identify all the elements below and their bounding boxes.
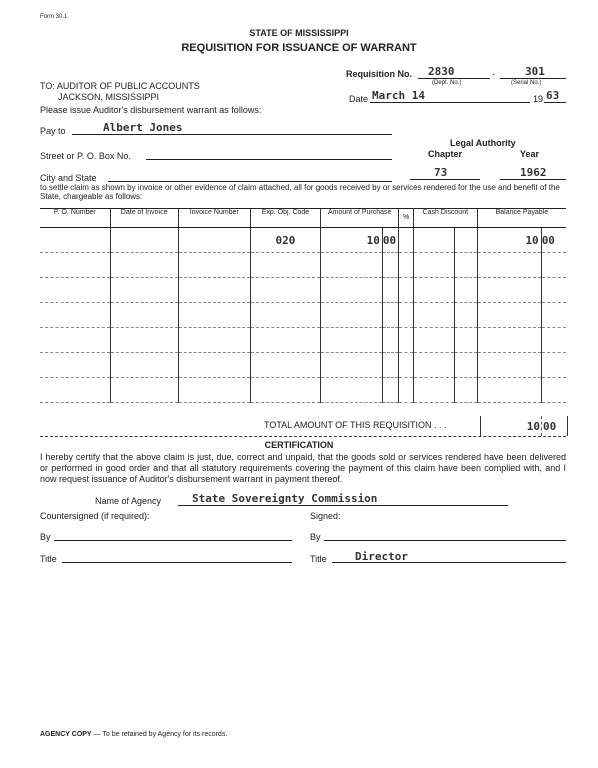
certification-text: I hereby certify that the above claim is just, due, correct and unpaid, that the goods sold or services rendered have been delivered or performed in good order and that all statutory requirements covering the payment of this claim have been complied with, and I now request issuance of Auditor's disbursement warrant in payment thereof.	[40, 452, 566, 484]
to-line-2: JACKSON, MISSISSIPPI	[58, 92, 160, 102]
date-label: Date	[349, 94, 369, 104]
line-items-table	[40, 208, 566, 403]
requisition-serial-no[interactable]: 301	[525, 65, 545, 78]
table-row	[40, 328, 566, 353]
to-line-1: TO: AUDITOR OF PUBLIC ACCOUNTS	[40, 81, 200, 91]
please-issue-text: Please issue Auditor's disbursement warrant as follows:	[40, 105, 262, 115]
amount-dollars-cell[interactable]: 10	[321, 228, 383, 253]
table-row	[40, 353, 566, 378]
balance-dollars-cell[interactable]: 10	[477, 228, 541, 253]
certification-heading: CERTIFICATION	[264, 440, 334, 450]
footer	[40, 731, 227, 738]
col-balance-payable: Balance Payable	[477, 209, 566, 228]
form-title: REQUISITION FOR ISSUANCE OF WARRANT	[181, 42, 417, 54]
col-cash-discount: Cash Discount	[413, 209, 477, 228]
table-row	[40, 303, 566, 328]
col-amount-of-purchase: Amount of Purchase	[321, 209, 399, 228]
table-row	[40, 278, 566, 303]
year-label: Year	[520, 149, 540, 159]
year-suffix[interactable]: 63	[546, 89, 560, 102]
signed-title-label: Title	[310, 554, 327, 564]
table-row	[40, 253, 566, 278]
signed-label: Signed:	[310, 511, 341, 521]
table-row	[40, 228, 566, 253]
signed-by-label: By	[310, 532, 321, 542]
pay-to-label: Pay to	[40, 126, 66, 136]
agency-value[interactable]: State Sovereignty Commission	[192, 492, 378, 505]
requisition-dept-no[interactable]: 2830	[428, 65, 455, 78]
countersigned-label: Countersigned (if required):	[40, 511, 150, 521]
countersign-title-label: Title	[40, 554, 57, 564]
form-number: Form 30.1	[40, 14, 68, 20]
total-cents[interactable]: 00	[543, 420, 557, 433]
chapter-value[interactable]: 73	[434, 166, 448, 179]
col-invoice-number: Invoice Number	[178, 209, 250, 228]
street-label: Street or P. O. Box No.	[40, 151, 131, 161]
serial-no-caption: (Serial No.)	[511, 80, 542, 86]
agency-label: Name of Agency	[95, 496, 162, 506]
footer-agency-copy: AGENCY COPY	[40, 731, 92, 738]
total-label: TOTAL AMOUNT OF THIS REQUISITION . . .	[264, 420, 447, 430]
exp-obj-code-cell[interactable]: 020	[250, 228, 320, 253]
date-value[interactable]: March 14	[372, 89, 425, 102]
year-value[interactable]: 1962	[520, 166, 547, 179]
col-po-number: P. O. Number	[40, 209, 110, 228]
total-dollars[interactable]: 10	[526, 420, 540, 433]
state-heading: STATE OF MISSISSIPPI	[249, 28, 349, 38]
col-percent: %	[399, 209, 413, 228]
legal-authority-label: Legal Authority	[450, 138, 516, 148]
dept-no-caption: (Dept. No.)	[432, 80, 462, 86]
signed-title-value[interactable]: Director	[355, 550, 408, 563]
year-prefix: 19	[533, 94, 544, 104]
amount-cents-cell[interactable]: 00	[382, 228, 399, 253]
col-exp-obj-code: Exp. Obj. Code	[250, 209, 320, 228]
balance-cents-cell[interactable]: 00	[541, 228, 566, 253]
settle-claim-text: to settle claim as shown by invoice or other evidence of claim attached, all for goods received by or services rendered for the use and benefit of the State, chargeable as follows:	[40, 183, 560, 201]
countersign-by-label: By	[40, 532, 51, 542]
table-header-row	[40, 209, 566, 228]
col-date-of-invoice: Date of Invoice	[110, 209, 178, 228]
table-row	[40, 378, 566, 403]
footer-text: — To be retained by Agency for its records.	[91, 731, 228, 738]
chapter-label: Chapter	[428, 149, 463, 159]
city-state-label: City and State	[40, 173, 97, 183]
requisition-label: Requisition No.	[346, 69, 412, 79]
pay-to-value[interactable]: Albert Jones	[103, 121, 183, 134]
